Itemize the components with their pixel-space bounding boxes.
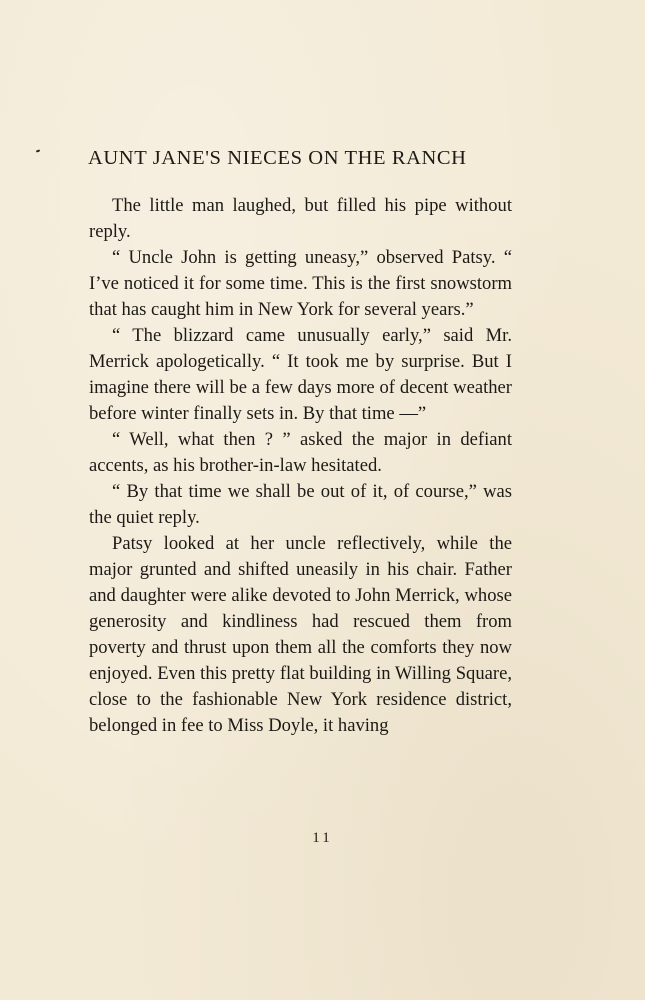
paragraph: “ Uncle John is getting uneasy,” observed Patsy. “ I’ve noticed it for some time. This is the first snowstorm that has caught him in New York for several years.” (89, 247, 512, 320)
paragraph: “ By that time we shall be out of it, of course,” was the quiet reply. (89, 481, 512, 528)
paragraph: Patsy looked at her uncle reflectively, while the major grunted and shifted uneasily in his chair. Father and daughter were alike devoted to John Merrick, whose generosity and kindliness had rescued them from poverty and thrust upon them all the comforts they now enjoyed. Even this pretty flat building in Willing Square, close to the fashionable New York residence district, belonged in fee to Miss Doyle, it having (89, 533, 512, 736)
running-head: AUNT JANE'S NIECES ON THE RANCH (88, 147, 467, 169)
page-number: 11 (312, 830, 333, 846)
paragraph: “ Well, what then ? ” asked the major in defiant accents, as his brother-in-law hesitated. (89, 429, 512, 476)
ink-speck (36, 149, 40, 152)
paragraph: “ The blizzard came unusually early,” said Mr. Merrick apologetically. “ It took me by surprise. But I imagine there will be a few days more of decent weather before winter finally sets in. By that time —” (89, 325, 512, 424)
body-text (89, 193, 512, 739)
paragraph: The little man laughed, but filled his pipe without reply. (89, 195, 512, 242)
